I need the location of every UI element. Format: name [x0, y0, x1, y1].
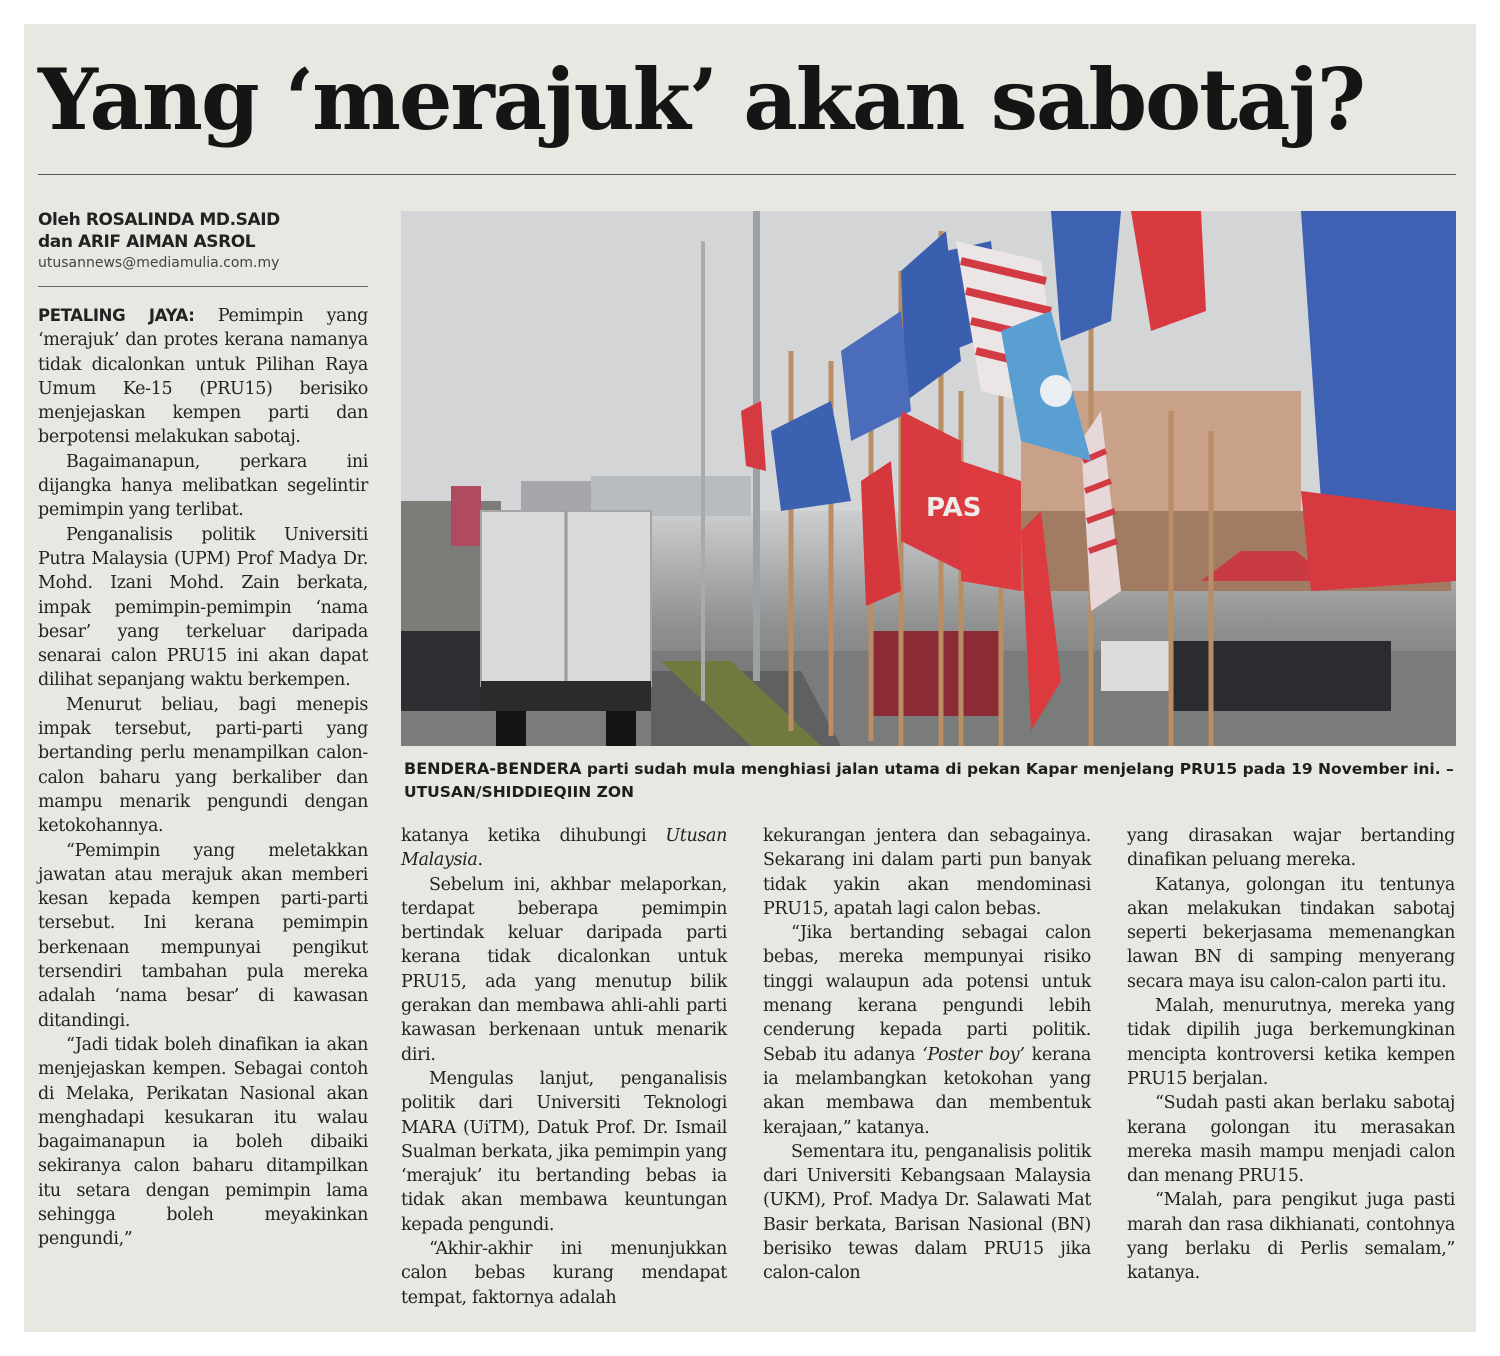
- article-paragraph: Sementara itu, penganalisis politik dari Universiti Kebangsaan Malaysia (UKM), Prof. Madya Dr. Salawati Mat Basir berkata, Barisan Nasional (BN) berisiko tewas dalam PRU15 jika calon-calon: [763, 1141, 1091, 1284]
- article-paragraph: Penganalisis politik Universiti Putra Malaysia (UPM) Prof Madya Dr. Mohd. Izani Mohd. Zain berkata, impak pemimpin-pemimpin ‘nama besar’ yang terkeluar daripada senarai calon PRU15 ini akan dapat dilihat sepanjang waktu berkempen.: [38, 524, 368, 691]
- article-column-1: [38, 304, 368, 1252]
- article-paragraph: “Pemimpin yang meletakkan jawatan atau merajuk akan memberi kesan kepada kempen parti-parti tersebut. Ini kerana pemimpin berkenaan mempunyai pengikut tersendiri tambahan pula mereka adalah ‘nama besar’ di kawasan ditandingi.: [38, 840, 368, 1031]
- article-paragraph: “Malah, para pengikut juga pasti marah dan rasa dikhianati, contohnya yang berlaku di Perlis semalam,” katanya.: [1127, 1190, 1455, 1284]
- article-paragraph: yang dirasakan wajar bertanding dinafikan peluang mereka.: [1127, 826, 1455, 871]
- article-paragraph: Malah, menurutnya, mereka yang tidak dipilih juga berkemungkinan mencipta kontroversi ketika kempen PRU15 berjalan.: [1127, 996, 1455, 1089]
- photo-caption: [404, 757, 1456, 804]
- headline: Yang ‘merajuk’ akan sabotaj?: [38, 50, 1365, 149]
- paragraph-text: katanya ketika dihubungi: [401, 826, 666, 846]
- article-paragraph: Katanya, golongan itu tentunya akan melakukan tindakan sabotaj seperti bekerjasama memenangkan lawan BN di samping menyerang secara maya isu calon-calon parti itu.: [1127, 874, 1455, 992]
- article-paragraph: Sebelum ini, akhbar melaporkan, terdapat beberapa pemimpin bertindak keluar daripada parti kerana tidak dicalonkan untuk PRU15, ada yang menutup bilik gerakan dan membawa ahli-ahli parti kawasan berkenaan untuk menarik diri.: [401, 874, 727, 1065]
- paragraph-text: kerana ia melambangkan ketokohan yang akan membawa dan membentuk kerajaan,” katanya.: [763, 1044, 1092, 1138]
- byline: [38, 209, 368, 273]
- byline-author-1: Oleh ROSALINDA MD.SAID: [38, 210, 280, 230]
- article-paragraph: “Jadi tidak boleh dinafikan ia akan menjejaskan kempen. Sebagai contoh di Melaka, Perikatan Nasional akan menghadapi kesukaran itu walau bagaimanapun ia boleh dibaiki sekiranya calon baharu ditampilkan itu setara dengan pemimpin lama sehingga boleh meyakinkan pengundi,”: [38, 1034, 368, 1250]
- article-paragraph: kekurangan jentera dan sebagainya. Sekarang ini dalam parti pun banyak tidak yakin akan mendominasi PRU15, apatah lagi calon bebas.: [763, 826, 1091, 919]
- article-column-4: [1127, 824, 1455, 1286]
- dateline: PETALING JAYA:: [38, 306, 195, 325]
- byline-email: utusannews@mediamulia.com.my: [38, 255, 280, 271]
- article-paragraph: “Akhir-akhir ini menunjukkan calon bebas kurang mendapat tempat, faktornya adalah: [401, 1239, 727, 1308]
- newspaper-name: Utusan Malaysia: [401, 826, 727, 871]
- street-flags-illustration: [401, 211, 1456, 746]
- caption-text: parti sudah mula menghiasi jalan utama di pekan Kapar menjelang PRU15 pada 19 November ini. – UTUSAN/SHIDDIEQIIN ZON: [404, 760, 1454, 801]
- article-paragraph: [38, 304, 368, 450]
- paragraph-text: “Jika bertanding sebagai calon bebas, mereka mempunyai risiko tinggi walaupun ada potensi untuk menang kerana pengundi lebih cenderung kepada parti politik. Sebab itu adanya: [763, 923, 1091, 1065]
- article-paragraph: “Sudah pasti akan berlaku sabotaj kerana golongan itu merasakan mereka masih mampu menjadi calon dan menang PRU15.: [1127, 1093, 1455, 1187]
- byline-author-2: dan ARIF AIMAN ASROL: [38, 232, 256, 252]
- paragraph-text: .: [477, 850, 483, 871]
- article-paragraph: [401, 824, 727, 873]
- byline-rule: [38, 286, 368, 287]
- article-column-2: [401, 824, 727, 1310]
- flag-party-text: PAS: [926, 493, 982, 523]
- caption-lead: BENDERA-BENDERA: [404, 759, 582, 778]
- newspaper-clipping: [24, 24, 1476, 1332]
- poster-boy-term: ‘Poster boy’: [922, 1044, 1025, 1065]
- news-photo: [401, 211, 1456, 746]
- article-paragraph: Mengulas lanjut, penganalisis politik dari Universiti Teknologi MARA (UiTM), Datuk Prof. Dr. Ismail Sualman berkata, jika pemimpin yang ‘merajuk’ itu bertanding bebas ia tidak akan membawa keuntungan kepada pengundi.: [401, 1068, 727, 1235]
- headline-rule: [38, 174, 1456, 175]
- paragraph-text: Pemimpin yang ‘merajuk’ dan protes kerana namanya tidak dicalonkan untuk Pilihan Raya Umum Ke-15 (PRU15) berisiko menjejaskan kempen parti dan berpotensi melakukan sabotaj.: [38, 306, 368, 448]
- article-paragraph: Bagaimanapun, perkara ini dijangka hanya melibatkan segelintir pemimpin yang terlibat.: [38, 451, 368, 521]
- article-paragraph: Menurut beliau, bagi menepis impak tersebut, parti-parti yang bertanding perlu menampilkan calon-calon baharu yang berkaliber dan mampu menarik pengundi dengan ketokohannya.: [38, 694, 368, 837]
- article-column-3: [763, 824, 1091, 1286]
- article-paragraph: [763, 921, 1091, 1140]
